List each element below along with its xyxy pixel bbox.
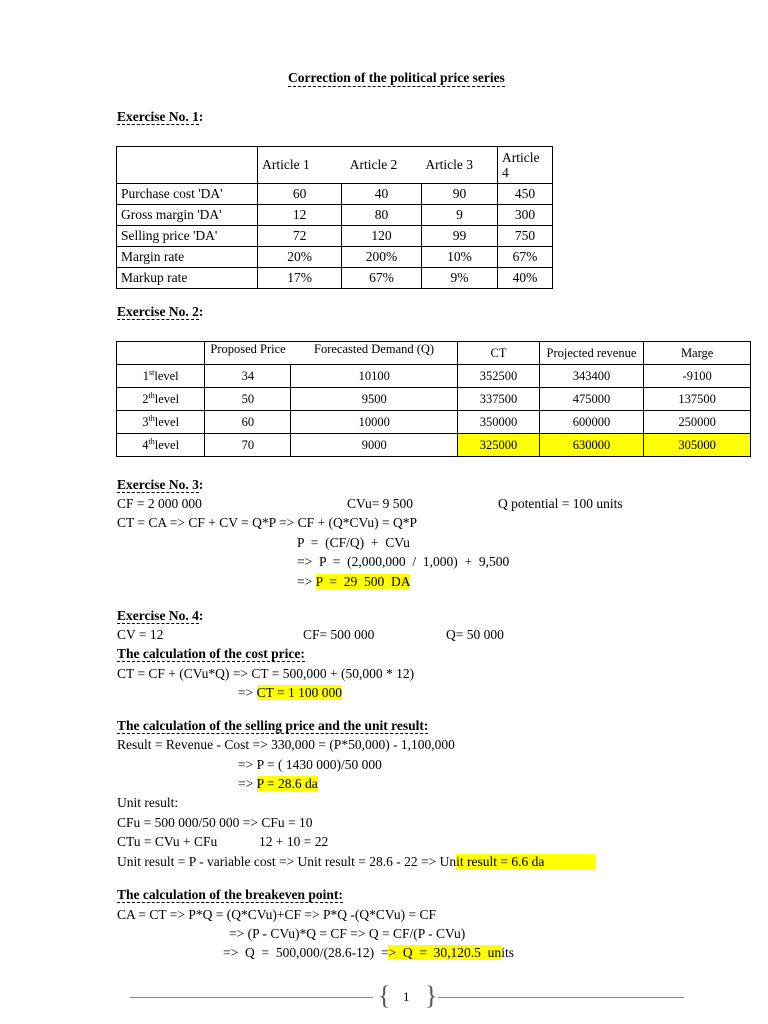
unit-line-3: Unit result = P - variable cost => Unit result = 28.6 - 22 => Unit result = 6.6 da	[117, 853, 596, 870]
highlighted-cell: 630000	[539, 434, 644, 457]
selling-price-heading: The calculation of the selling price and the unit result:	[117, 718, 429, 733]
table-cell: 9%	[421, 268, 497, 289]
table-cell: 70	[205, 434, 291, 457]
left-brace-icon: {	[378, 981, 391, 1010]
table-cell: 80	[342, 205, 422, 226]
breakeven-heading: The calculation of the breakeven point:	[117, 887, 343, 902]
table-header-cell: Marge	[644, 342, 751, 365]
level-cell: 4thlevel	[117, 434, 205, 457]
table-cell: 337500	[458, 388, 539, 411]
footer-rule-left	[130, 997, 373, 998]
unit-result-label: Unit result:	[117, 795, 179, 810]
table-cell: 475000	[539, 388, 644, 411]
table-cell: 120	[342, 226, 422, 247]
table-header-cell: Article 4	[498, 147, 553, 184]
highlighted-cell: 305000	[644, 434, 751, 457]
table-cell: 352500	[458, 365, 539, 388]
table-cell: 450	[498, 184, 553, 205]
table-header-cell	[117, 342, 205, 365]
row-label: Selling price 'DA'	[117, 226, 258, 247]
table-cell: 343400	[539, 365, 644, 388]
table-row	[117, 388, 751, 411]
unit-line-1: CFu = 500 000/50 000 => CFu = 10	[117, 815, 313, 830]
table-row	[117, 184, 553, 205]
document-title: Correction of the political price series	[288, 70, 505, 85]
table-cell: 350000	[458, 411, 539, 434]
ex3-line-1: CT = CA => CF + CV = Q*P => CF + (Q*CVu) = Q*P	[117, 515, 418, 530]
table-cell: 600000	[539, 411, 644, 434]
table-cell: 72	[258, 226, 342, 247]
table-cell: 10100	[291, 365, 458, 388]
row-label: Gross margin 'DA'	[117, 205, 258, 226]
level-cell: 1stlevel	[117, 365, 205, 388]
table-row	[117, 411, 751, 434]
ex3-line-4: => P = 29 500 DA	[297, 574, 411, 589]
table-cell: 20%	[258, 247, 342, 268]
table-cell: 10%	[421, 247, 497, 268]
row-label: Markup rate	[117, 268, 258, 289]
level-cell: 3thlevel	[117, 411, 205, 434]
exercise-1-heading: Exercise No. 1:	[117, 109, 204, 124]
table-header-cell: Forecasted Demand (Q)	[291, 342, 458, 365]
sell-line-1: Result = Revenue - Cost => 330,000 = (P*50,000) - 1,100,000	[117, 737, 455, 752]
page-number: 1	[403, 989, 410, 1004]
table-header-cell	[117, 147, 258, 184]
table-row	[117, 365, 751, 388]
table-cell: 250000	[644, 411, 751, 434]
unit-line-2a: CTu = CVu + CFu	[117, 834, 218, 849]
table-cell: 90	[421, 184, 497, 205]
table-row	[117, 268, 553, 289]
table-row	[117, 434, 751, 457]
table-cell: 9000	[291, 434, 458, 457]
table-cell: 50	[205, 388, 291, 411]
ex3-line-3: => P = (2,000,000 / 1,000) + 9,500	[297, 554, 510, 569]
table-row	[117, 205, 553, 226]
table-header-cell: Projected revenue	[539, 342, 644, 365]
table-cell: 10000	[291, 411, 458, 434]
breakeven-result: > Q = 30,120.5 un	[388, 945, 502, 960]
table-cell: 750	[498, 226, 553, 247]
table-cell: 40%	[498, 268, 553, 289]
exercise-2-heading: Exercise No. 2:	[117, 304, 204, 319]
ex3-q-potential: Q potential = 100 units	[498, 496, 623, 511]
exercise-4-heading: Exercise No. 4:	[117, 608, 204, 623]
table-cell: 99	[421, 226, 497, 247]
cost-price-heading: The calculation of the cost price:	[117, 646, 305, 661]
breakeven-line-2: => (P - CVu)*Q = CF => Q = CF/(P - CVu)	[229, 926, 466, 941]
table-cell: 40	[342, 184, 422, 205]
table-header-cell: CT	[458, 342, 539, 365]
ex3-result: P = 29 500 DA	[315, 574, 411, 589]
right-brace-icon: }	[425, 981, 438, 1010]
table-header-cell: Article 1	[258, 147, 342, 184]
table-cell: 17%	[258, 268, 342, 289]
table-cell: 12	[258, 205, 342, 226]
cost-line-1: CT = CF + (CVu*Q) => CT = 500,000 + (50,000 * 12)	[117, 666, 415, 681]
unit-line-2b: 12 + 10 = 22	[259, 834, 329, 849]
row-label: Margin rate	[117, 247, 258, 268]
level-cell: 2thlevel	[117, 388, 205, 411]
table-cell: -9100	[644, 365, 751, 388]
ex3-cf: CF = 2 000 000	[117, 496, 202, 511]
ex4-cf: CF= 500 000	[303, 627, 375, 642]
exercise-1-table	[116, 146, 553, 289]
table-cell: 60	[205, 411, 291, 434]
table-header-cell: Article 3	[421, 147, 497, 184]
breakeven-line-1: CA = CT => P*Q = (Q*CVu)+CF => P*Q -(Q*CVu) = CF	[117, 907, 436, 922]
table-cell: 60	[258, 184, 342, 205]
selling-price-result: P = 28.6 da	[256, 776, 318, 791]
table-cell: 9500	[291, 388, 458, 411]
footer-rule-right	[438, 997, 684, 998]
ex3-cvu: CVu= 9 500	[347, 496, 414, 511]
cost-line-2: => CT = 1 100 000	[238, 685, 342, 700]
table-cell: 67%	[498, 247, 553, 268]
highlighted-cell: 325000	[458, 434, 539, 457]
ex3-line-2: P = (CF/Q) + CVu	[297, 535, 410, 550]
table-cell: 300	[498, 205, 553, 226]
cost-result: CT = 1 100 000	[256, 685, 342, 700]
table-cell: 200%	[342, 247, 422, 268]
ex4-cv: CV = 12	[117, 627, 164, 642]
sell-line-2: => P = ( 1430 000)/50 000	[238, 757, 382, 772]
table-row	[117, 247, 553, 268]
sell-line-3: => P = 28.6 da	[238, 776, 318, 791]
table-cell: 137500	[644, 388, 751, 411]
table-header-cell: Proposed Price	[205, 342, 291, 365]
table-cell: 34	[205, 365, 291, 388]
exercise-3-heading: Exercise No. 3:	[117, 477, 204, 492]
row-label: Purchase cost 'DA'	[117, 184, 258, 205]
breakeven-line-3: => Q = 500,000/(28.6-12) => Q = 30,120.5 units	[223, 945, 514, 960]
table-row	[117, 226, 553, 247]
table-cell: 9	[421, 205, 497, 226]
table-header-cell: Article 2	[342, 147, 422, 184]
unit-result: it result = 6.6 da	[456, 854, 596, 869]
exercise-2-table	[116, 341, 751, 457]
table-cell: 67%	[342, 268, 422, 289]
ex4-q: Q= 50 000	[446, 627, 504, 642]
